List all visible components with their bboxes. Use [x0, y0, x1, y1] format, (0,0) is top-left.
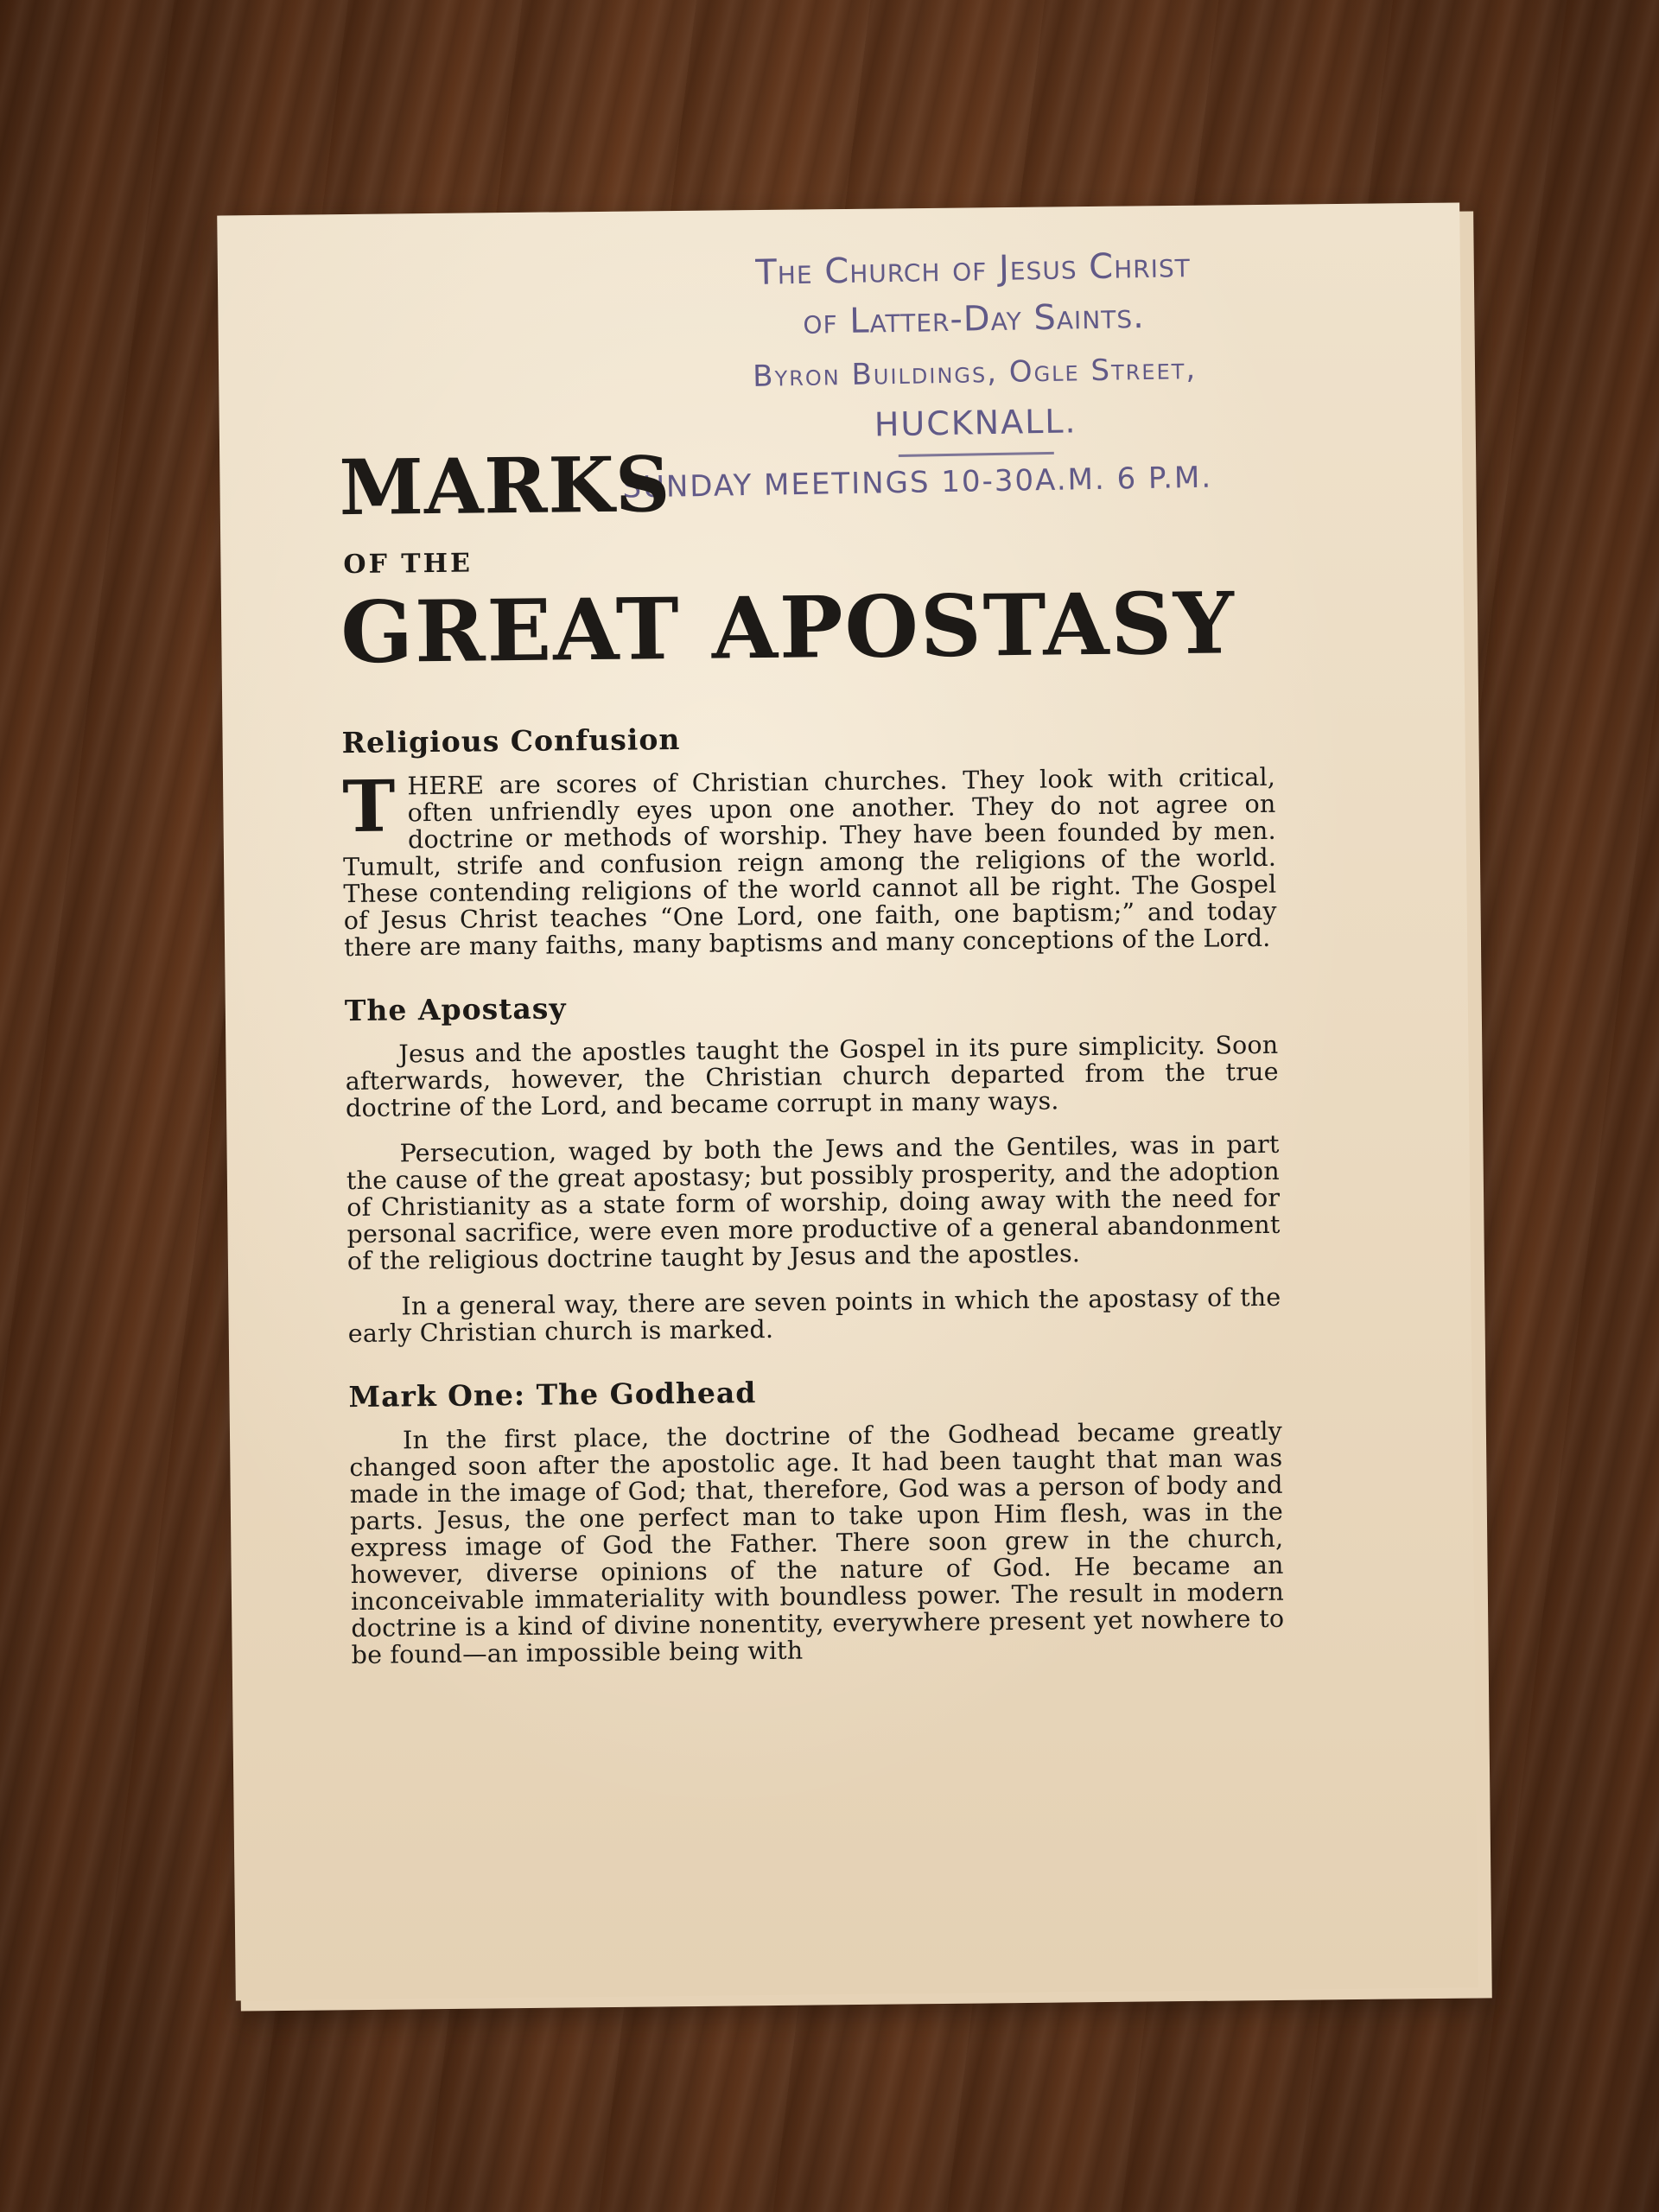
stamp-divider [899, 452, 1054, 457]
section-religious-confusion [341, 716, 1277, 961]
paragraph: Persecution, waged by both the Jews and the Gentiles, was in part the cause of the great apostasy; but possibly prosperity, and the adoption of Christianity as a state form of worship, doing away with the need for personal sacrifice, were even more productive of a general abandonment of the religious doctrine taught by Jesus and the apostles. [346, 1129, 1281, 1276]
section-heading: Mark One: The Godhead [348, 1376, 757, 1414]
paragraph: Jesus and the apostles taught the Gospel in its pure simplicity. Soon afterwards, however, the Christian church departed from the true doctrine of the Lord, and became corrupt in many ways. [345, 1030, 1279, 1123]
title-marks: MARKS [338, 439, 671, 533]
stamp-line-church: The Church of Jesus Christ [755, 245, 1192, 293]
section-mark-one-godhead [348, 1370, 1284, 1669]
paragraph-text: HERE are scores of Christian churches. They look with critical, often unfriendly eyes upon one another. They do not agree on doctrine or methods of worship. They have been founded by men. Tumult, strife and confusion reign among the religions of the world. These contending religions of the world cannot all be right. The Gospel of Jesus Christ teaches “One Lord, one faith, one baptism;” and today there are many faiths, many baptisms and many conceptions of the Lord. [342, 762, 1277, 963]
stamp-line-town: HUCKNALL. [874, 402, 1077, 444]
paragraph [342, 764, 1277, 961]
article-body [341, 716, 1285, 1701]
title-of-the: OF THE [343, 548, 474, 581]
paragraph: In a general way, there are seven points in which the apostasy of the early Christian church is marked. [347, 1282, 1281, 1349]
leaflet-page [217, 203, 1478, 2001]
drop-cap: T [341, 765, 397, 849]
church-rubber-stamp [619, 238, 1332, 506]
section-heading: The Apostasy [344, 991, 567, 1028]
section-the-apostasy [345, 984, 1281, 1347]
paragraph: In the first place, the doctrine of the Godhead became greatly changed soon after the apostolic age. It had been taught that man was made in the image of God; that, therefore, God was a person of body and parts. Jesus, the one perfect man to take upon Him flesh, was in the express image of God the Father. There soon grew in the church, however, diverse opinions of the nature of God. He became an inconceivable immateriality with boundless power. The result in modern doctrine is a kind of divine nonentity, everywhere present yet nowhere to be found—an impossible being with [349, 1416, 1285, 1670]
section-heading: Religious Confusion [341, 722, 681, 760]
title-great-apostasy: GREAT APOSTASY [340, 574, 1236, 683]
stamp-line-address: Byron Buildings, Ogle Street, [752, 351, 1198, 394]
stamp-line-meetings: SUNDAY MEETINGS 10-30A.M. 6 P.M. [622, 460, 1213, 505]
stamp-line-saints: of Latter-Day Saints. [803, 296, 1146, 342]
